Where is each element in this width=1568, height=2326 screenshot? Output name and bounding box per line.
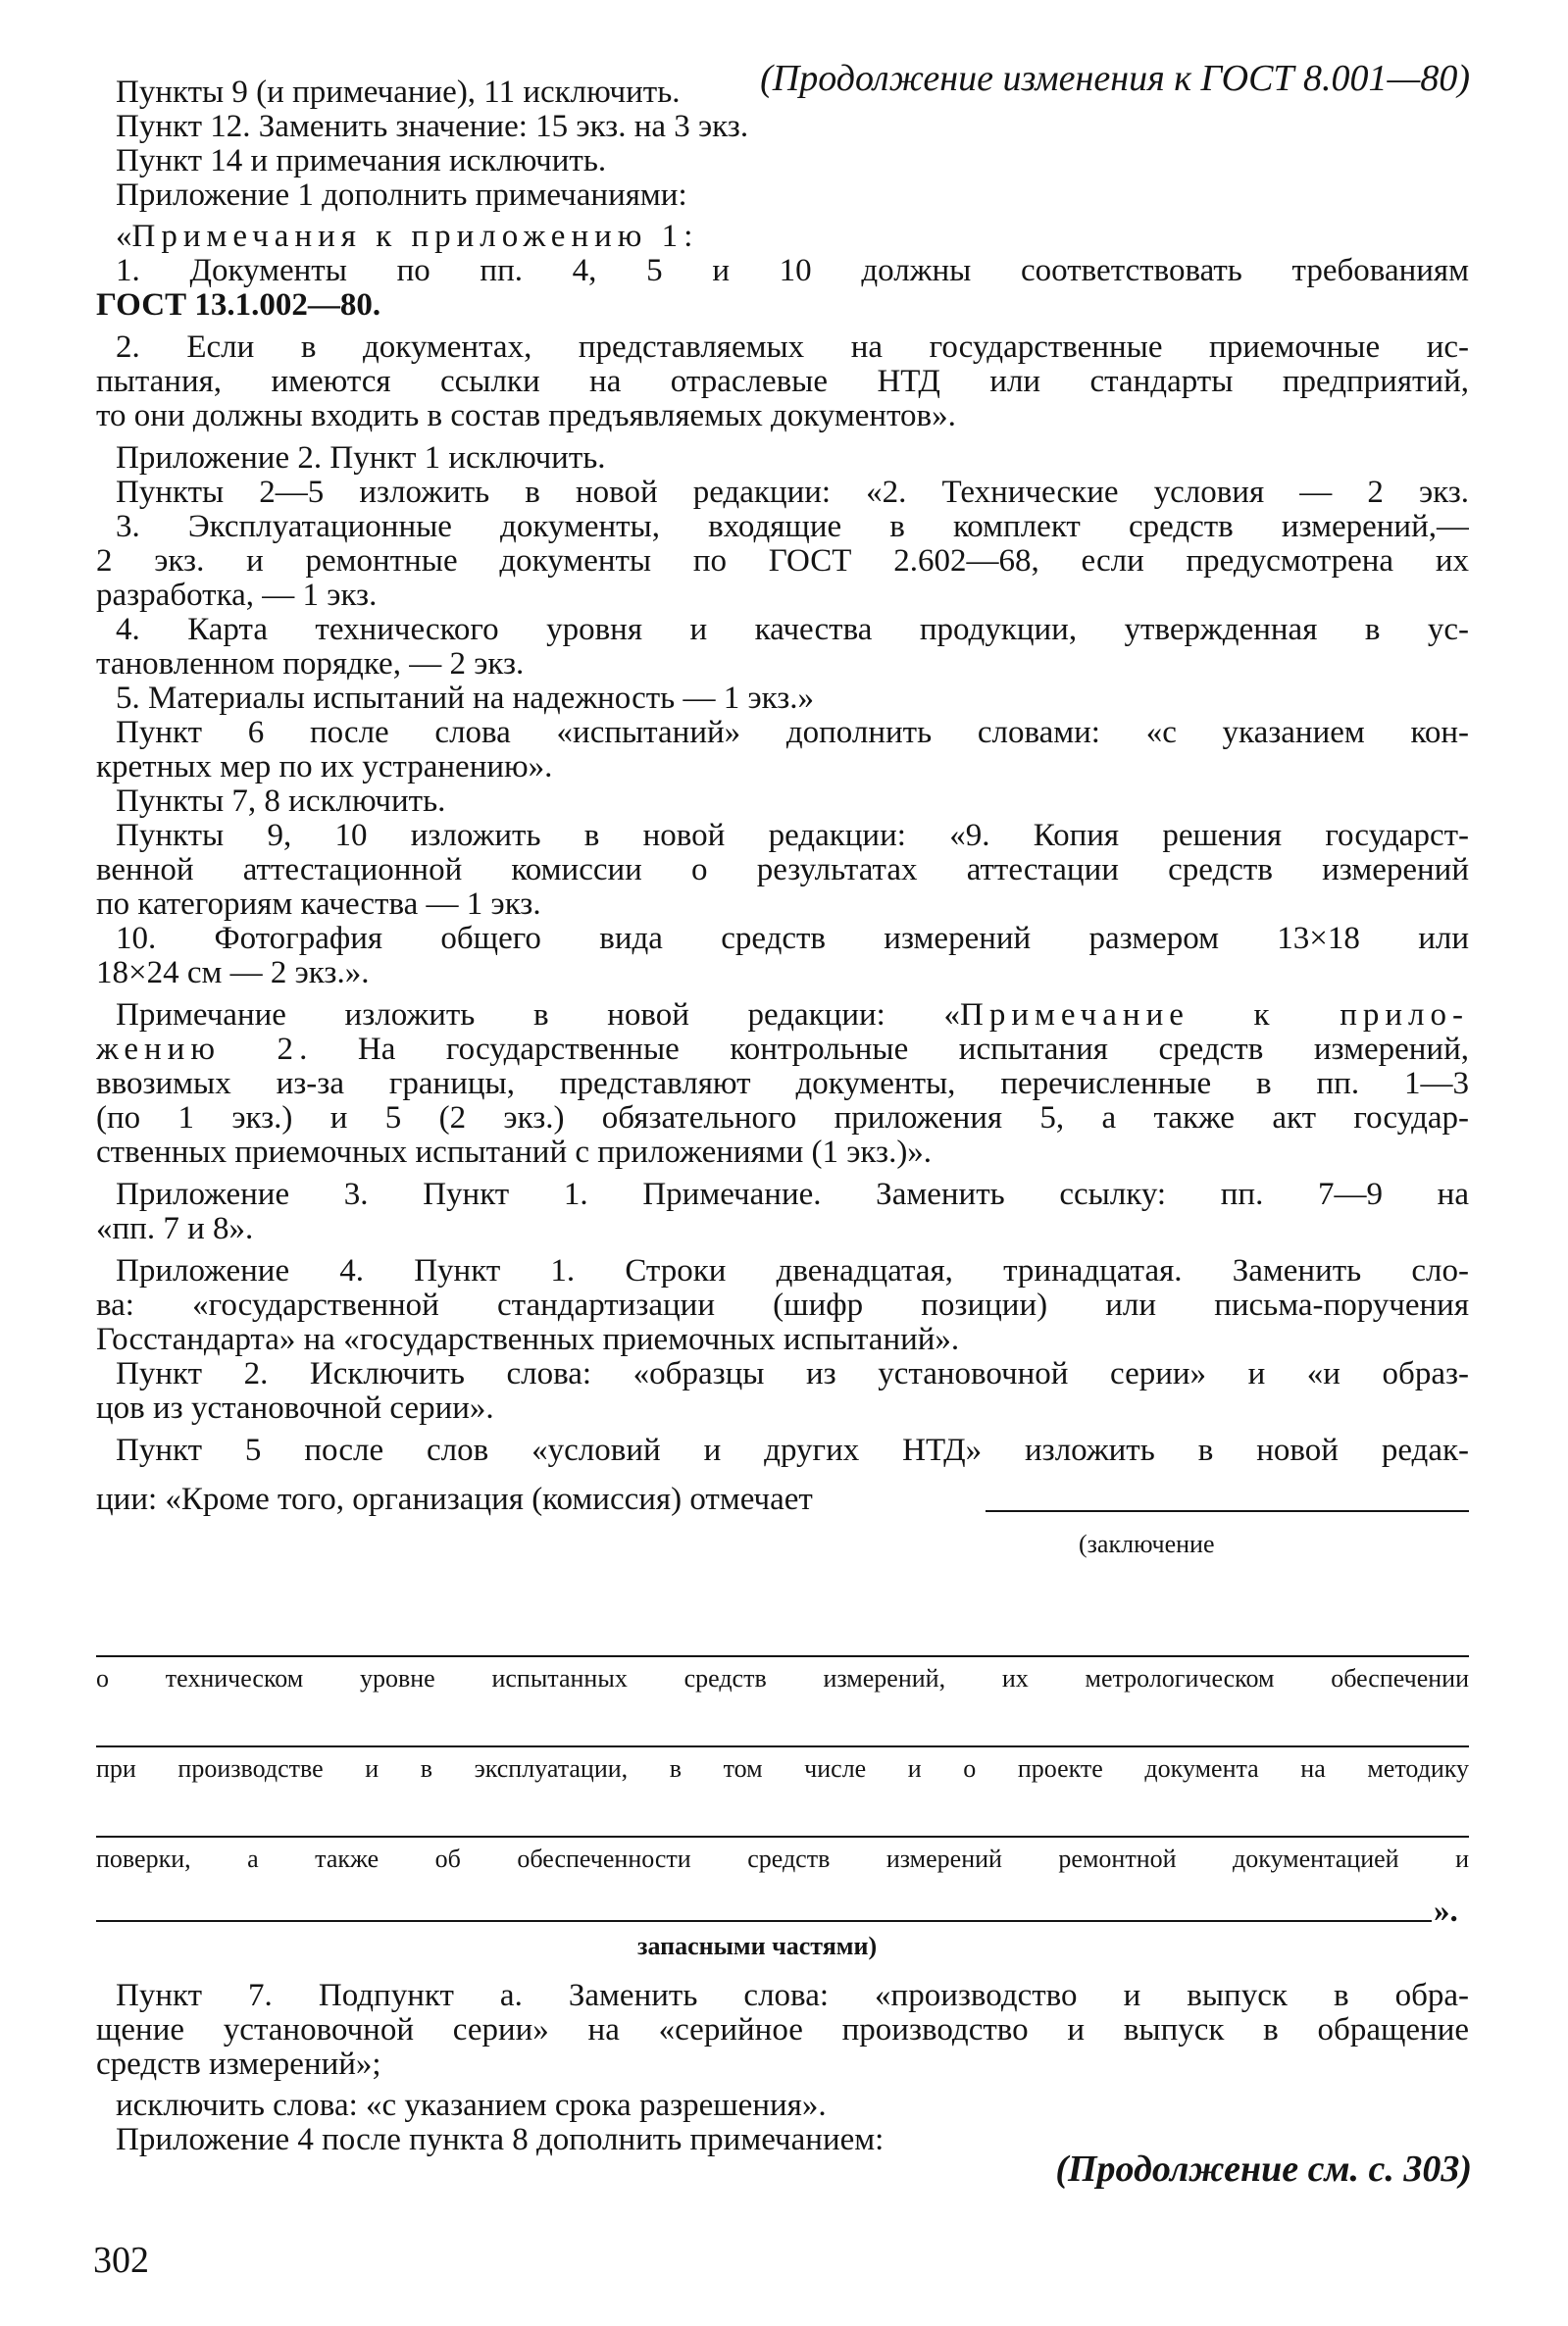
text-line: по категориям качества — 1 экз. bbox=[96, 886, 541, 922]
quote-mark: « bbox=[116, 219, 132, 254]
form-caption: (заключение bbox=[1079, 1530, 1215, 1558]
text-line: 1. Документы по пп. 4, 5 и 10 должны соответствовать требованиям bbox=[116, 253, 1469, 288]
text-line: 4. Карта технического уровня и качества продукции, утвержденная в ус- bbox=[116, 612, 1469, 647]
text-line: исключить слова: «с указанием срока разрешения». bbox=[116, 2088, 827, 2123]
colon: : bbox=[683, 219, 693, 254]
text-line: 10. Фотография общего вида средств измерений размером 13×18 или bbox=[116, 921, 1469, 956]
text-line: 2 экз. и ремонтные документы по ГОСТ 2.602—68, если предусмотрена их bbox=[96, 543, 1469, 579]
text-line: Пункты 7, 8 исключить. bbox=[116, 784, 446, 819]
text-line: Пункт 7. Подпункт а. Заменить слова: «производство и выпуск в обра- bbox=[116, 1978, 1469, 2013]
form-line: поверки, а также об обеспеченности средств измерений ремонтной документацией и bbox=[96, 1845, 1469, 1873]
form-caption: запасными частями) bbox=[637, 1932, 878, 1960]
spaced-heading: Примечание к прило- bbox=[959, 997, 1469, 1033]
text-line bbox=[116, 218, 1469, 255]
fill-in-line bbox=[96, 1920, 1432, 1922]
text-line: (по 1 экз.) и 5 (2 экз.) обязательного приложения 5, а также акт государ- bbox=[96, 1100, 1469, 1136]
text-line: 18×24 см — 2 экз.». bbox=[96, 955, 370, 990]
spaced-heading: жению 2 bbox=[96, 1032, 300, 1067]
text-line bbox=[116, 996, 1469, 1034]
text-line: Пункт 14 и примечания исключить. bbox=[116, 143, 607, 178]
text-line: Пункты 9 (и примечание), 11 исключить. bbox=[116, 75, 681, 110]
text-line: ции: «Кроме того, организация (комиссия) отмечает bbox=[96, 1482, 813, 1517]
text-line: ввозимых из-за границы, представляют документы, перечисленные в пп. 1—3 bbox=[96, 1066, 1469, 1101]
text-run: Примечание изложить в новой редакции: « bbox=[116, 997, 960, 1033]
text-line: венной аттестационной комиссии о результатах аттестации средств измерений bbox=[96, 852, 1469, 887]
text-line: Приложение 4 после пункта 8 дополнить примечанием: bbox=[116, 2122, 885, 2157]
text-line: «пп. 7 и 8». bbox=[96, 1211, 254, 1246]
text-line: Пункт 12. Заменить значение: 15 экз. на 3 экз. bbox=[116, 109, 749, 144]
page-number: 302 bbox=[93, 2240, 149, 2281]
text-line: ственных приемочных испытаний с приложениями (1 экз.)». bbox=[96, 1135, 933, 1170]
text-line: Приложение 4. Пункт 1. Строки двенадцатая, тринадцатая. Заменить сло- bbox=[116, 1253, 1469, 1289]
text-line: 3. Эксплуатационные документы, входящие в комплект средств измерений,— bbox=[116, 509, 1469, 544]
fill-in-line bbox=[986, 1510, 1469, 1512]
text-line: пытания, имеются ссылки на отраслевые НТД или стандарты предприятий, bbox=[96, 364, 1469, 399]
text-line: Пункты 9, 10 изложить в новой редакции: «9. Копия решения государст- bbox=[116, 818, 1469, 853]
text-line: тановленном порядке, — 2 экз. bbox=[96, 646, 525, 682]
text-line: Приложение 2. Пункт 1 исключить. bbox=[116, 440, 606, 476]
text-line: то они должны входить в состав предъявляемых документов». bbox=[96, 398, 956, 433]
text-line: 5. Материалы испытаний на надежность — 1 экз.» bbox=[116, 681, 815, 716]
running-header: (Продолжение изменения к ГОСТ 8.001—80) bbox=[760, 58, 1470, 99]
fill-in-line bbox=[96, 1745, 1469, 1747]
closing-quote: ». bbox=[1434, 1894, 1458, 1929]
text-line: ва: «государственной стандартизации (шифр позиции) или письма-поручения bbox=[96, 1288, 1469, 1323]
continuation-note: (Продолжение см. с. 303) bbox=[1055, 2149, 1472, 2190]
form-line: при производстве и в эксплуатации, в том числе и о проекте документа на методику bbox=[96, 1754, 1469, 1783]
text-line: ГОСТ 13.1.002—80. bbox=[96, 287, 381, 323]
text-run: . На государственные контрольные испытания средств измерений, bbox=[299, 1032, 1469, 1067]
text-line: Госстандарта» на «государственных приемочных испытаний». bbox=[96, 1322, 960, 1357]
fill-in-line bbox=[96, 1655, 1469, 1657]
text-line: Пункты 2—5 изложить в новой редакции: «2. Технические условия — 2 экз. bbox=[116, 475, 1469, 510]
text-line: цов из установочной серии». bbox=[96, 1391, 494, 1426]
text-line bbox=[96, 1031, 1469, 1068]
form-line: о техническом уровне испытанных средств измерений, их метрологическом обеспечении bbox=[96, 1664, 1469, 1693]
text-line: Приложение 3. Пункт 1. Примечание. Заменить ссылку: пп. 7—9 на bbox=[116, 1177, 1469, 1212]
text-line: Пункт 2. Исключить слова: «образцы из установочной серии» и «и образ- bbox=[116, 1356, 1469, 1391]
spaced-heading: Примечания к приложению 1 bbox=[131, 219, 684, 254]
text-line: разработка, — 1 экз. bbox=[96, 578, 378, 613]
fill-in-line bbox=[96, 1836, 1469, 1838]
text-line: 2. Если в документах, представляемых на государственные приемочные ис- bbox=[116, 329, 1469, 365]
text-line: Пункт 5 после слов «условий и других НТД» изложить в новой редак- bbox=[116, 1433, 1469, 1468]
text-line: средств измерений»; bbox=[96, 2047, 381, 2082]
text-line: кретных мер по их устранению». bbox=[96, 749, 553, 784]
text-line: щение установочной серии» на «серийное производство и выпуск в обращение bbox=[96, 2012, 1469, 2048]
text-line: Приложение 1 дополнить примечаниями: bbox=[116, 177, 687, 213]
text-line: Пункт 6 после слова «испытаний» дополнить словами: «с указанием кон- bbox=[116, 715, 1469, 750]
